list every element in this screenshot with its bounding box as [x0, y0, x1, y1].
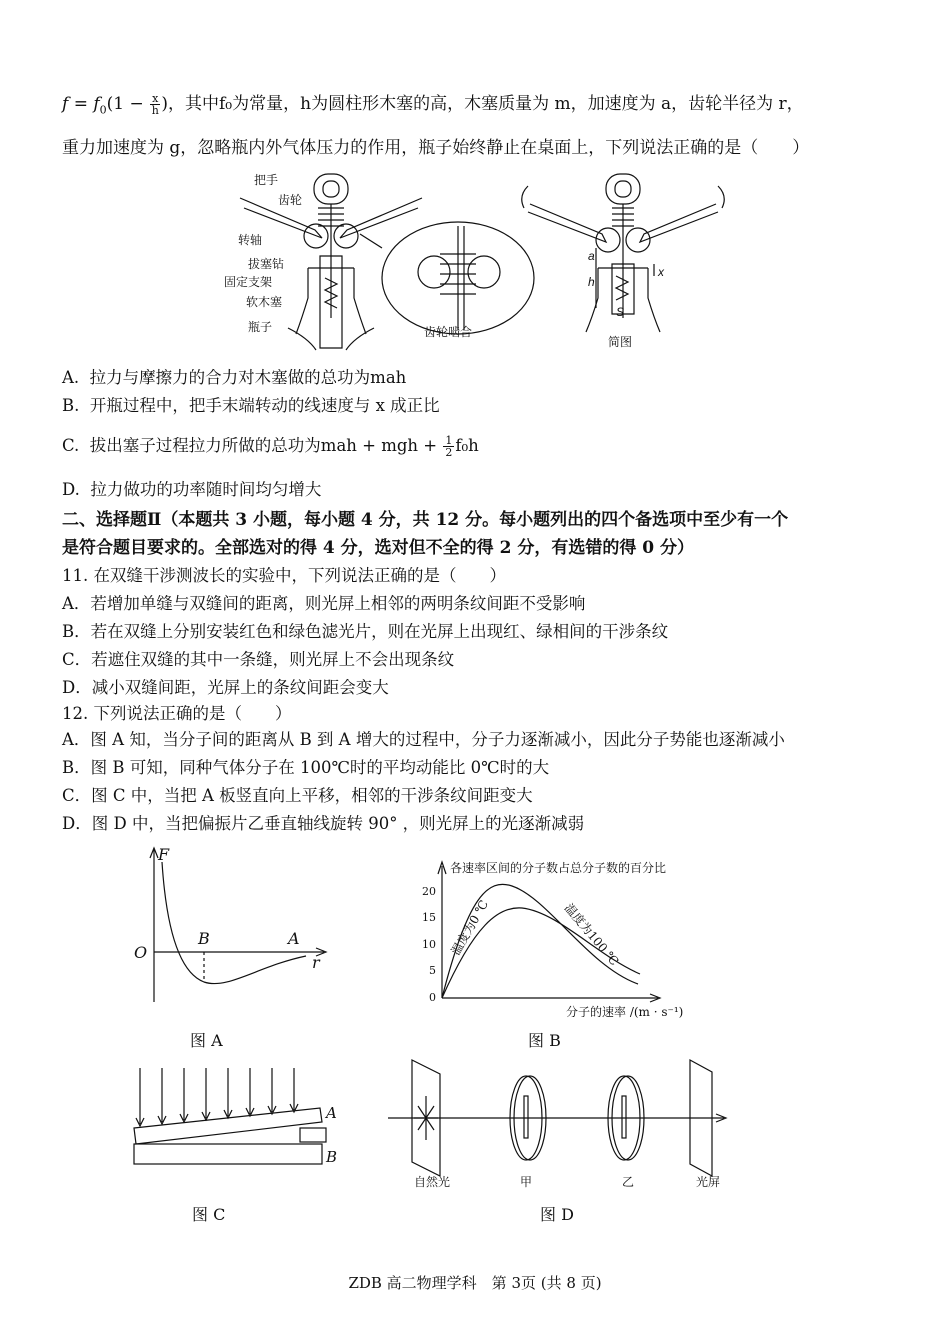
- force-curve: [162, 862, 306, 984]
- q11-option-d: D．减小双缝间距，光屏上的条纹间距会变大: [62, 678, 389, 697]
- label-B: B: [198, 929, 210, 948]
- label-x: x: [658, 265, 664, 279]
- q12-option-b: B．图 B 可知，同种气体分子在 100℃时的平均动能比 0℃时的大: [62, 758, 550, 777]
- label-cork: 软木塞: [246, 295, 283, 309]
- page-footer: ZDB 高二物理学科 第 3页 (共 8 页): [348, 1274, 602, 1292]
- corkscrew-figure: [210, 168, 740, 358]
- y-tick-20: 20: [422, 885, 436, 898]
- option-label: A.: [62, 368, 80, 387]
- figure-a: [128, 844, 338, 1009]
- option-c-fraction: [443, 435, 454, 458]
- formula-fraction: [150, 93, 160, 116]
- formula-close: )，: [161, 94, 186, 114]
- option-label: C.: [62, 436, 80, 455]
- q10-option-d: [62, 478, 321, 502]
- y-tick-15: 15: [422, 911, 436, 924]
- curve-100c-label: 温度为100 ℃: [561, 900, 622, 969]
- figure-c: [128, 1064, 348, 1174]
- label-handle: 把手: [254, 173, 279, 187]
- figure-c-caption: 图 C: [192, 1205, 226, 1224]
- plate-b: [134, 1144, 322, 1164]
- label-bracket: 固定支架: [224, 275, 273, 289]
- q12-option-a: A．图 A 知，当分子间的距离从 B 到 A 增大的过程中，分子力逐渐减小，因此分子势能也逐渐减小: [62, 730, 785, 749]
- option-text: 开瓶过程中，把手末端转动的线速度与 x 成正比: [89, 396, 440, 415]
- curve-0c: [442, 884, 638, 998]
- question-stem-line-1: [62, 92, 804, 122]
- label-gear-mesh: 齿轮啮合: [424, 325, 473, 339]
- label-r: r: [312, 953, 320, 972]
- q11-stem: 11. 在双缝干涉测波长的实验中，下列说法正确的是（ ）: [62, 566, 506, 585]
- q11-option-b: B．若在双缝上分别安装红色和绿色滤光片，则在光屏上出现红、绿相间的干涉条纹: [62, 622, 669, 641]
- frac-denominator: 2: [445, 446, 453, 459]
- label-F: F: [158, 845, 170, 864]
- label-screw: 拔塞钻: [248, 257, 285, 271]
- label-yi: 乙: [622, 1175, 635, 1189]
- label-A: A: [288, 929, 300, 948]
- label-natural-light: 自然光: [414, 1175, 451, 1189]
- figure-b-chart: [418, 856, 728, 1024]
- label-O: O: [134, 943, 148, 962]
- label-gear: 齿轮: [278, 193, 303, 207]
- q12-option-c: C．图 C 中，当把 A 板竖直向上平移，相邻的干涉条纹间距变大: [62, 786, 533, 805]
- label-screen: 光屏: [696, 1175, 721, 1189]
- option-label: D.: [62, 480, 80, 499]
- formula-f: f = f: [62, 94, 100, 114]
- y-tick-10: 10: [422, 938, 436, 951]
- label-jia: 甲: [520, 1175, 533, 1189]
- q11-option-a: A．若增加单缝与双缝间的距离，则光屏上相邻的两明条纹间距不受影响: [62, 594, 586, 613]
- option-text: 拔出塞子过程拉力所做的总功为mah + mgh +: [89, 436, 438, 455]
- frac-denominator: h: [151, 104, 159, 117]
- curve-0c-label: 温度为0 ℃: [448, 897, 492, 958]
- option-label: B.: [62, 396, 80, 415]
- frac-numerator: 1: [445, 434, 453, 447]
- incident-light-arrows: [136, 1068, 298, 1126]
- label-simple-diagram: 简图: [608, 335, 633, 349]
- frac-numerator: x: [152, 92, 159, 105]
- figure-d: [384, 1052, 744, 1192]
- label-plate-A: A: [326, 1104, 337, 1122]
- y-tick-5: 5: [429, 964, 436, 977]
- formula-sub: 0: [99, 103, 107, 117]
- option-text-post: f₀h: [455, 436, 479, 455]
- figure-b-caption: 图 B: [528, 1031, 561, 1050]
- q10-option-c: [62, 434, 479, 458]
- label-S: S: [616, 305, 625, 319]
- section-2-heading-line-1: 二、选择题Ⅱ（本题共 3 小题，每小题 4 分，共 12 分。每小题列出的四个备选项中至少有一个: [62, 510, 789, 530]
- formula-open: (1 −: [106, 94, 144, 114]
- figure-b-xlabel: 分子的速率 /(m · s⁻¹): [566, 1005, 684, 1019]
- question-stem-line-2: 重力加速度为 g，忽略瓶内外气体压力的作用，瓶子始终静止在桌面上，下列说法正确的是（ ）: [62, 138, 810, 158]
- q11-option-c: C．若遮住双缝的其中一条缝，则光屏上不会出现条纹: [62, 650, 455, 669]
- q12-stem: 12. 下列说法正确的是（ ）: [62, 704, 292, 723]
- label-a: a: [588, 249, 595, 263]
- y-tick-0: 0: [429, 991, 436, 1004]
- stem-line-1-rest: 其中f₀为常量，h为圆柱形木塞的高，木塞质量为 m，加速度为 a，齿轮半径为 r，: [185, 94, 804, 114]
- label-h: h: [588, 275, 595, 289]
- option-text: 拉力做功的功率随时间均匀增大: [90, 480, 322, 499]
- section-2-heading-line-2: 是符合题目要求的。全部选对的得 4 分，选对但不全的得 2 分，有选错的得 0 分）: [62, 538, 694, 558]
- label-bottle: 瓶子: [248, 320, 273, 334]
- label-shaft: 转轴: [238, 233, 263, 247]
- label-plate-B: B: [326, 1148, 338, 1166]
- option-text: 拉力与摩擦力的合力对木塞做的总功为mah: [89, 368, 407, 387]
- figure-a-caption: 图 A: [190, 1031, 223, 1050]
- q10-option-b: [62, 394, 440, 418]
- corkscrew-ring: [314, 174, 348, 204]
- figure-b-title: 各速率区间的分子数占总分子数的百分比: [450, 861, 667, 875]
- q12-option-d: D．图 D 中，当把偏振片乙垂直轴线旋转 90° ，则光屏上的光逐渐减弱: [62, 814, 585, 833]
- q10-option-a: [62, 366, 406, 390]
- spacer: [300, 1128, 326, 1142]
- figure-d-caption: 图 D: [540, 1205, 574, 1224]
